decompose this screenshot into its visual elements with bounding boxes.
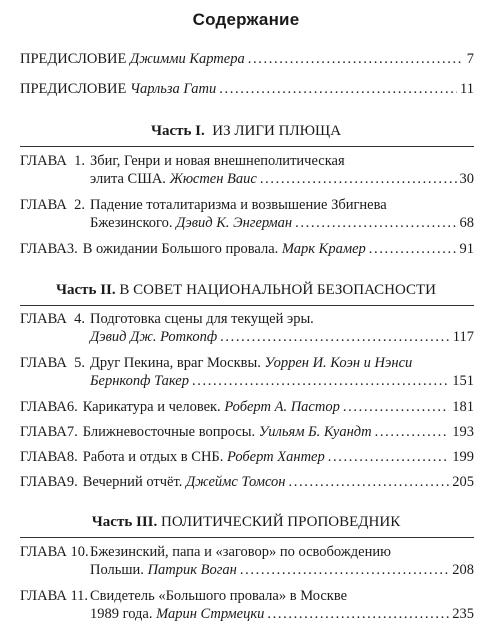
page-number: 208 [452, 562, 474, 578]
chapter-label: ГЛАВА 10. [20, 544, 89, 560]
section-divider [20, 537, 474, 538]
toc-entry-preface-2[interactable] [20, 80, 474, 98]
chapter-label: ГЛАВА [20, 449, 67, 465]
chapter-title: В ожидании Большого провала. [82, 241, 279, 257]
chapter-label: ГЛАВА [20, 197, 67, 213]
leader-dots [248, 50, 464, 68]
toc-entry-chapter-10-cont [20, 561, 474, 579]
chapter-title: Карикатура и человек. [82, 399, 221, 415]
part-heading-3 [0, 513, 492, 531]
chapter-author: Патрик Воган [147, 562, 237, 578]
page-number: 199 [452, 449, 474, 465]
toc-entry-preface-1[interactable] [20, 50, 474, 68]
chapter-title-cont: Бжезинского. [90, 215, 173, 231]
toc-entry-chapter-9[interactable] [20, 473, 474, 491]
chapter-author: Уильям Б. Куандт [258, 424, 372, 440]
chapter-author: Марк Крамер [281, 241, 366, 257]
page-number: 7 [466, 51, 474, 67]
chapter-title: Вечерний отчёт. [82, 474, 183, 490]
leader-dots [295, 214, 456, 232]
leader-dots [343, 398, 449, 416]
chapter-title-cont: Польши. [90, 562, 144, 578]
part-label: Часть III. [91, 514, 158, 530]
chapter-title: Збиг, Генри и новая внешнеполитическая [90, 153, 345, 169]
preface-label: ПРЕДИСЛОВИЕ [20, 51, 127, 67]
chapter-number: 9. [66, 474, 78, 490]
chapter-title: Подготовка сцены для текущей эры. [90, 311, 314, 327]
chapter-number: 8. [66, 449, 78, 465]
chapter-label: ГЛАВА [20, 311, 67, 327]
section-divider [20, 146, 474, 147]
chapter-number: 7. [66, 424, 78, 440]
page-number: 193 [452, 424, 474, 440]
toc-entry-chapter-5-cont [20, 372, 474, 390]
chapter-label: ГЛАВА [20, 399, 67, 415]
chapter-title-cont: 1989 года. [90, 606, 153, 622]
leader-dots [220, 328, 450, 346]
page-number: 30 [459, 171, 474, 187]
part-label: Часть II. [55, 282, 116, 298]
chapter-number: 5. [74, 355, 85, 371]
preface-author: Чарльза Гати [130, 81, 217, 97]
part-title: ПОЛИТИЧЕСКИЙ ПРОПОВЕДНИК [161, 514, 401, 530]
chapter-title-cont: элита США. [90, 171, 166, 187]
toc-entry-chapter-2[interactable] [20, 196, 474, 214]
chapter-label: ГЛАВА [20, 474, 67, 490]
toc-entry-chapter-11[interactable] [20, 587, 474, 605]
chapter-number: 6. [66, 399, 78, 415]
part-heading-1 [0, 122, 492, 140]
chapter-author: Марин Стрмецки [156, 606, 265, 622]
chapter-title: Бжезинский, папа и «заговор» по освобождению [90, 544, 391, 560]
leader-dots [289, 473, 450, 491]
toc-entry-chapter-4-cont [20, 328, 474, 346]
leader-dots [240, 561, 449, 579]
page-number: 151 [452, 373, 474, 389]
part-label: Часть I. [150, 123, 205, 139]
page-number: 117 [452, 329, 474, 345]
page-number: 11 [460, 81, 474, 97]
toc-entry-chapter-11-cont [20, 605, 474, 623]
toc-entry-chapter-3[interactable] [20, 240, 474, 258]
leader-dots [369, 240, 457, 258]
toc-entry-chapter-2-cont [20, 214, 474, 232]
chapter-number: 1. [74, 153, 85, 169]
toc-entry-chapter-7[interactable] [20, 423, 474, 441]
leader-dots [328, 448, 450, 466]
toc-entry-chapter-4[interactable] [20, 310, 474, 328]
leader-dots [260, 170, 457, 188]
toc-entry-chapter-8[interactable] [20, 448, 474, 466]
section-divider [20, 305, 474, 306]
chapter-author: Джеймс Томсон [185, 474, 286, 490]
chapter-label: ГЛАВА [20, 424, 67, 440]
page-number: 235 [452, 606, 474, 622]
chapter-number: 4. [74, 311, 85, 327]
leader-dots [192, 372, 449, 390]
chapter-number: 2. [74, 197, 85, 213]
chapter-number: 3. [66, 241, 78, 257]
chapter-author-cont: Бернкопф Такер [90, 373, 189, 389]
chapter-label: ГЛАВА [20, 241, 67, 257]
chapter-author: Дэвид К. Энгерман [176, 215, 293, 231]
chapter-label: ГЛАВА [20, 355, 67, 371]
chapter-title: Ближневосточные вопросы. [82, 424, 256, 440]
toc-entry-chapter-6[interactable] [20, 398, 474, 416]
leader-dots [375, 423, 450, 441]
chapter-title: Свидетель «Большого провала» в Москве [90, 588, 348, 604]
chapter-author: Уоррен И. Коэн и Нэнси [264, 355, 413, 371]
preface-author: Джимми Картера [130, 51, 245, 67]
part-title: ИЗ ЛИГИ ПЛЮЩА [212, 123, 342, 139]
chapter-author: Роберт А. Пастор [224, 399, 340, 415]
part-title: В СОВЕТ НАЦИОНАЛЬНОЙ БЕЗОПАСНОСТИ [119, 282, 437, 298]
page-number: 91 [459, 241, 474, 257]
chapter-label: ГЛАВА 11. [20, 588, 89, 604]
toc-entry-chapter-10[interactable] [20, 543, 474, 561]
leader-dots [219, 80, 457, 98]
chapter-author: Дэвид Дж. Роткопф [90, 329, 218, 345]
preface-label: ПРЕДИСЛОВИЕ [20, 81, 127, 97]
page-number: 205 [452, 474, 474, 490]
toc-entry-chapter-1-cont [20, 170, 474, 188]
toc-entry-chapter-5[interactable] [20, 354, 474, 372]
chapter-title: Падение тоталитаризма и возвышение Збигнева [90, 197, 387, 213]
toc-entry-chapter-1[interactable] [20, 152, 474, 170]
page-title: Содержание [192, 10, 300, 29]
chapter-author: Роберт Хантер [227, 449, 325, 465]
page-number: 68 [459, 215, 474, 231]
page-number: 181 [452, 399, 474, 415]
chapter-title: Работа и отдых в СНБ. [82, 449, 224, 465]
part-heading-2 [0, 281, 492, 299]
chapter-title: Друг Пекина, враг Москвы. [90, 355, 261, 371]
leader-dots [267, 605, 449, 623]
chapter-author: Жюстен Ваис [169, 171, 257, 187]
chapter-label: ГЛАВА [20, 153, 67, 169]
